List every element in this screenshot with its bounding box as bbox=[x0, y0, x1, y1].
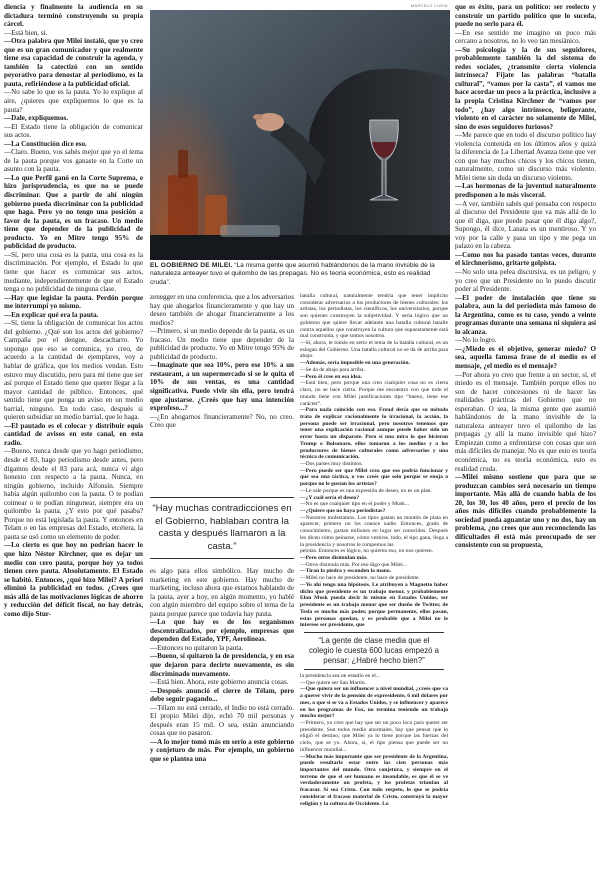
photo-credit: MARCELO CURIA bbox=[410, 3, 448, 8]
caption-lead: EL GOBIERNO DE MILEI. bbox=[150, 262, 233, 269]
interviewer-paragraph: —Pero él cree en esa idea. bbox=[300, 373, 362, 380]
interview-photo bbox=[150, 10, 450, 260]
interviewer-paragraph: —Además, sería imposible en una generación. bbox=[300, 360, 410, 367]
interviewer-paragraph: —Hay que legislar la pauta. Perdón porque me interrumpí yo mismo. bbox=[4, 293, 143, 311]
answer-paragraph: —No lo logro. bbox=[455, 336, 497, 345]
answer-paragraph: —Primero, si un medio depende de la pauta, es un fracaso. Un medio tiene que depender de la publicidad de producto. Yo en Mitre tengo 95% de publicidad de producto. bbox=[150, 327, 294, 361]
column-5 bbox=[455, 3, 596, 871]
pull-quote-clase-media: “La gente de clase media que el colegio le cuesta 600 lucas empezó a pensar: ¿Habré hecho bien?” bbox=[304, 632, 444, 670]
interviewer-paragraph: —Las hormonas de la juventud naturalmente predisponen a lo más visceral. bbox=[455, 182, 596, 200]
interviewer-paragraph: —Tiran la piedra y esconden la mano. bbox=[300, 568, 392, 575]
interviewer-paragraph: —Mucho más importante que ser presidente de la Argentina, puede resultarle estar entre las cien personas más importantes del mundo. Otra conjetura, y siempre en el terreno de que el ser humano es insondable, es que él se ve verdaderamente un profeta, y los profetas triunfan al fracasar. Sí sea Cristo. Con todo respeto, lo que se podría considerar el fracaso material de Cristo, construyó la mayor religión y la cultura de Occidente. Lo bbox=[300, 753, 448, 807]
interviewer-paragraph: —En explicar qué era la pauta. bbox=[4, 310, 99, 319]
answer-paragraph: —El Estado tiene la obligación de comunicar sus actos. bbox=[4, 122, 143, 140]
answer-paragraph: —Claro. Bueno, vos sabés mejor que yo el tema de la pauta porque vos ganaste en la Corte un asunto con la pauta. bbox=[4, 148, 143, 174]
interviewer-paragraph: —Después anunció el cierre de Télam, pero debe seguir pagando... bbox=[150, 686, 294, 704]
answer-paragraph: batalla cultural, naturalmente tendría que tener implícito considerar adversarios a los productores de bienes culturales: los artistas, los periodistas, los científicos, los universitarios, porque son quienes construyen la subjetividad. Y sería lógico que un gobierno que quiere llevar adelante una batalla cultural batalle contra aquellos que construyen la cultura que supuestamente está mal construida, y que somos nosotros. bbox=[300, 293, 448, 340]
interviewer-paragraph: diencia y finalmente la audiencia en su dictadura terminó construyendo su propia cárcel. bbox=[4, 3, 143, 29]
interviewer-paragraph: —¿Y cuál sería el deseo? bbox=[300, 494, 360, 501]
interviewer-paragraph: —Lo que hay es de los organismos descentralizados, por ejemplo, empresas que dependen del Estado, YPF, Aerolíneas. bbox=[150, 618, 294, 644]
column-2-continued bbox=[150, 567, 294, 871]
answer-paragraph: —Sí, tiene la obligación de comunicar los actos del gobierno. ¿Qué son los actos del gobierno? Campaña por el dengue, descacharro. Yo supongo que eso se comunica, yo creo, de acuerdo a la cantidad de ejemplares, voy a hablar de gráfica, que los medios vendan. Esto estuvo muy discutido, pero para mí tiene que ser así porque el Estado tiene que querer llegar a la mayor cantidad de público. Entonces, qué sentido tiene que ponga un aviso en un medio barrial, ninguno. En todo caso, después si quieren subsidiar un medio barrial, que lo haga. bbox=[4, 319, 143, 422]
answer-paragraph: es algo para ellos simbólico. Hay mucho de marketing en este gobierno. Hay mucho de marketing, incluso ahora que estamos hablando de la pauta, ayer a hoy, en algún momento, yo hablé con algún miembro del equipo sobre el tema de la pauta porque parece que todavía hay pauta. bbox=[150, 567, 294, 618]
interviewer-paragraph: —Como nos ha pasado tantas veces, durante el kirchnerismo, gritarte golpista. bbox=[455, 250, 596, 268]
interviewer-paragraph: —Bueno, sí quitaron la de presidencia, y en esa que dejaron para decirte nuevamente, es sin discriminado nuevamente. bbox=[150, 652, 294, 678]
interviewer-paragraph: —El poder de instalación que tiene su palabra, aun la del periodista más famoso de la Argentina, como es tu caso, yendo a veinte programas durante una semana ni siquiera así lo alcanza. bbox=[455, 293, 596, 336]
interviewer-paragraph: —Otra palabra que Milei instaló, que yo creo que es un gran comunicador y que realmente tiene esa capacidad de construir la agenda, y también la catectizó con un sentido peyorativo para denostar al periodismo, es la pauta, refiriéndose a la publicidad oficial. bbox=[4, 37, 143, 88]
answer-paragraph: —Dos países muy distintos. bbox=[300, 460, 363, 467]
answer-paragraph: —Por ahora yo creo que frente a un sector, sí, el miedo es el mensaje. También porque ellos no son de hacer concesiones ni de hacer las realidades prácticas del Gobierno que no esperaban. O sea, la misma gente que asumió hablándonos de la mano invisible de la naturaleza anteayer tuvo el quilombo de las prepagas ¿y allí la mano invisible qué hizo? Empiezan como a enfrentarse con cosas que son más difíciles de manejar. No es que esto es teoría económica, no es teoría económica, esto es realidad cruda. bbox=[455, 370, 596, 473]
interviewer-paragraph: —Lo cierto es que hoy no podrían hacer lo que hizo Néstor Kirchner, que es dejar un medio con cero pauta, porque hoy ya todos tienen cero pauta. Absolutamente. El Estado se habitó. Entonces, ¿qué hizo Milei? A priori eliminó la publicidad en todos. ¿Crees que más allá de las motivaciones lógicas de ahorro y reducción del déficit fiscal, no hay detrás, como dijo Stur- bbox=[4, 541, 143, 618]
answer-paragraph: zenegger en una conferencia, que a los adversarios hay que ahogarlos financieramente y que hay un deseo también de ahogar financieramente a los medios? bbox=[150, 293, 294, 327]
answer-paragraph: —Me parece que en todo el discurso político hay violencia contenida en los últimos años y quizá la diferencia de La Libertad Avanza tiene que ver con que hay muchos chicos y los chicos tienen, naturalmente, como un discurso más violento. Milei tiene sin duda un discurso violento. bbox=[455, 131, 596, 182]
answer-paragraph: —Está bien. Ahora, este gobierno anuncia cosas. bbox=[150, 678, 289, 687]
answer-paragraph: —Télam no está cerrado, el Indio no está cerrado. El propio Milei dijo, echó 70 mil personas y después eran 15 mil. O sea, están anunciando cosas que no pasaron. bbox=[150, 703, 294, 738]
answer-paragraph: —Que quiere ser San Martín. bbox=[300, 679, 367, 686]
column-3-and-4 bbox=[300, 293, 448, 871]
answer-paragraph: —Sí, pero una cosa es la pauta, una cosa es la discriminación. Por ejemplo, el Estado lo que tiene que hacer es comunicar sus actos, mediante, independientemente de que el Estado tenga o no publicidad de ninguna clase. bbox=[4, 250, 143, 294]
interviewer-paragraph: —Pero otros disimulan más. bbox=[300, 555, 368, 562]
answer-paragraph: pelotas. Entonces es lógico, no quieren eso, no nos quieren. bbox=[300, 548, 434, 555]
answer-paragraph: —No solo una pelea discursiva, es un peligro, y yo creo que un Presidente no lo puedo discutir poder al Presidente. bbox=[455, 267, 596, 294]
interviewer-paragraph: —A lo mejor tomó más en serio a este gobierno y conjeturo de más. Por ejemplo, un gobierno que se plantea una bbox=[150, 737, 294, 764]
interviewer-paragraph: —Dale, expliquemos. bbox=[4, 114, 69, 123]
interviewer-paragraph: —Lo que Perfil ganó en la Corte Suprema, e hizo jurisprudencia, es que no se puede discriminar. Que a partir de ahí ningún gobierno pueda discriminar con la publicidad que haga. Pero yo no tengo una posición a favor de la pauta, es un fracaso. Un medio tiene que depender de la publicidad de producto. Yo en Mitre tengo 95% de publicidad de producto. bbox=[4, 173, 143, 251]
interviewer-paragraph: —El pautado es el colocar y distribuir equis cantidad de avisos en este canal, en esta radio. bbox=[4, 421, 143, 447]
interviewer-paragraph: —La Constitución dice eso. bbox=[4, 139, 87, 148]
answer-paragraph: —Otros disimula más. Por eso digo que Milei... bbox=[300, 561, 408, 568]
answer-paragraph: —A ver, también sabés qué pensaba con respecto al discurso del Presidente que va más allá de lo que él diga, que puede pasar que él diga algo?, Supongo, él dice, Lanata es un mentiroso. Y yo voy por la calle y pasa un tipo y me pega un palazo en la cabeza. bbox=[455, 199, 596, 251]
answer-paragraph: —Bueno, nunca desde que yo hago periodismo, desde el 83, hago periodismo desde antes, pero digamos desde el 83 para acá, nunca vi algo honesto con respecto a la pauta. Nunca, en ningún gobierno, incluido Alfonsín. Siempre había algún quilombo con la pauta. O te podían coimear o te podían ningunear, siempre era un quilombo la pauta. ¿Y esto por qué pasaba? Porque no está legislada la pauta. Y entonces en Telam o en las empresas del Estado, etcétera, la pauta se usó como un elemento de poder. bbox=[4, 447, 143, 541]
interviewer-paragraph: —Milei mismo sostiene que para que se produzcan cambios será necesario un tiempo importante. Más allá de cuando habla de los 20, los 30, los 40 años, pero el precio de los años más difíciles cuando probablemente la sociedad pueda aguantar uno y no dos, hay un problema, ¿no crees que aun reconociendo las dificultades él está más preocupado de ser consistente con su propuesta, bbox=[455, 473, 596, 550]
interviewer-paragraph: —Que quiera ser un influencer a nivel mundial, ¿creés que va a querer vivir de la pensión de expresidente, 6 mil dólares por mes, o que si se va a Estados Unidos, y se influencer y aparece en los programas de Fox, no termina teniendo un trabajo mucho mejor? bbox=[300, 686, 448, 720]
photo-block bbox=[150, 0, 450, 270]
column-2 bbox=[150, 293, 294, 493]
pull-quote-casta: “Hay muchas contradicciones en el Gobierno, hablaban contra la casta y después llamaron a la casta.” bbox=[150, 497, 294, 559]
answer-paragraph: —Se da de abajo para arriba. bbox=[300, 366, 365, 373]
interviewer-paragraph: —Para nada coincido con eso. Freud decía que su método trata de explicar racionalmente lo irracional, la acción, la persona puede ser irracional, pero nosotros tenemos que tener una explicación racional aunque puede haber sido un error hasta un disparate. Pero sí uno mira lo que hicieron Trump o Bolsonaro, ellos tomaron a los medios y a los productores de bienes culturales como adversarios y una técnica de comunicación. bbox=[300, 407, 448, 461]
answer-paragraph: —Entonces no quitaron la pauta. bbox=[150, 643, 244, 652]
answer-paragraph: —No sabe lo que es la pauta. Yo lo explique al aire, ¿quieres que expliquemos lo que es la pauta? bbox=[4, 88, 143, 114]
interviewer-paragraph: —Su psicología y la de sus seguidores, probablemente también la del sistema de redes sociales, ¿transmite cierta violencia intrínseca? Fíjate las palabras “batalla cultural”, “vamos por la casta”, el vamos me hace acordar un poco a la práctica, inclusive a la propia Cristina Kirchner de “vamos por todo”, ¿hay algo intrínseco, beligerante, violento en el carácter no solamente de Milei, sino de esos seguidores furiosos? bbox=[455, 45, 596, 131]
answer-paragraph: —¿En ahogarnos financieramente? No, no creo. Creo que bbox=[150, 412, 294, 430]
answer-paragraph: —Está bien, pero porque una creo cualquier cosa no es cierta claro, no se hace cierta. Porque me encuentro con que todo el mundo tiene con Milei justificaciones tipo “bueno, tiene ese carácter”. bbox=[300, 380, 448, 407]
interviewer-paragraph: —Pero puede ser que Milei crea que eso podría funcionar y que sea una táctica, o vos creés que solo porque se enoja o porque no le gustan los artistas? bbox=[300, 467, 448, 488]
interviewer-paragraph: —¿Quiere que no haya periodistas? bbox=[300, 508, 386, 514]
answer-paragraph: —Le sale porque es una expresión de deseo, no es un plan. bbox=[300, 487, 432, 494]
interviewer-paragraph: —Imaginate que sea 10%, pero ese 10% a un restaurant, a un supermercado si se le quita el 10% de sus ventas, es una cantidad significativa. Puede vivir sin ella, pero tendrá que ajustarse. ¿Creés que hay una intención exprofeso...? bbox=[150, 361, 294, 413]
answer-paragraph: —Primero, yo creo que hay que ser un poco loco para querer ser presidente. Son todos medio anormales, hay que pensar que lo eligió el destino, que Milei ya lo tiene porque las fuerzas del cielo, que se yo. Ahora, sí, el tipo piensa que puede ser un influencer mundial... bbox=[300, 719, 448, 753]
interviewer-paragraph: —Yo ahí tengo una hipótesis. Le atribuyen a Magnetto haber dicho que presidente es un trabajo menor, y probablemente Elon Musk pueda decir lo mismo en Estados Unidos, ser presidente es un trabajo menor que ser dueño de Twitter, de Tesla es mucho más poder, porque permanente, ellos pasan, estas personas quedan, y es probable que a Milei no le interese ser presidente, que bbox=[300, 581, 448, 629]
interviewer-paragraph: que es éxito, para un político: ser reelecto y construir un partido político que lo suceda, puede no serlo para él. bbox=[455, 3, 596, 29]
column-1 bbox=[4, 3, 143, 871]
answer-paragraph: —No es que cualquier tipo en el poder y Musk... bbox=[300, 501, 410, 508]
photo-caption bbox=[150, 262, 450, 287]
interviewer-paragraph: —¿Miedo es el objetivo, generar miedo? O sea, aquella famosa frase de el medio es el mensaje, ¿el medio es el mensaje? bbox=[455, 344, 596, 370]
answer-paragraph: —Milei no hace de presidente, no hace de presidente. bbox=[300, 575, 420, 582]
answer-paragraph: —Nosotros molestamos. Los tipos gastan un montón de plata en aparecer, primero no los conoce nadie. Entonces, grado de conocimiento, gastan millones en lugar ser conocidos. Después les dicen cómo peinarse, cómo vestirse, todo, el tipo gana, llega a la presidencia y nosotros le rompemos las bbox=[300, 514, 448, 548]
interview-photo-illustration bbox=[150, 10, 450, 260]
answer-paragraph: la presidencia sea un estadío en el... bbox=[300, 672, 380, 679]
answer-paragraph: —Está bien, sí. bbox=[4, 28, 48, 37]
answer-paragraph: —Sí, ahora, te tomás en serio el tema de la batalla cultural, es un eslogan del Gobierno. Una batalla cultural no se da de arriba para abajo. bbox=[300, 340, 448, 360]
caption-text: “La misma gente que asumió hablándonos de la mano invisible de la naturaleza anteayer tuvo el quilombo de las prepagas. No es teoría económica, esto es realidad cruda”. bbox=[150, 262, 435, 286]
answer-paragraph: —En ese sentido me imagino un poco más cercano a nosotros, no lo veo tan mesiánico. bbox=[455, 28, 596, 46]
